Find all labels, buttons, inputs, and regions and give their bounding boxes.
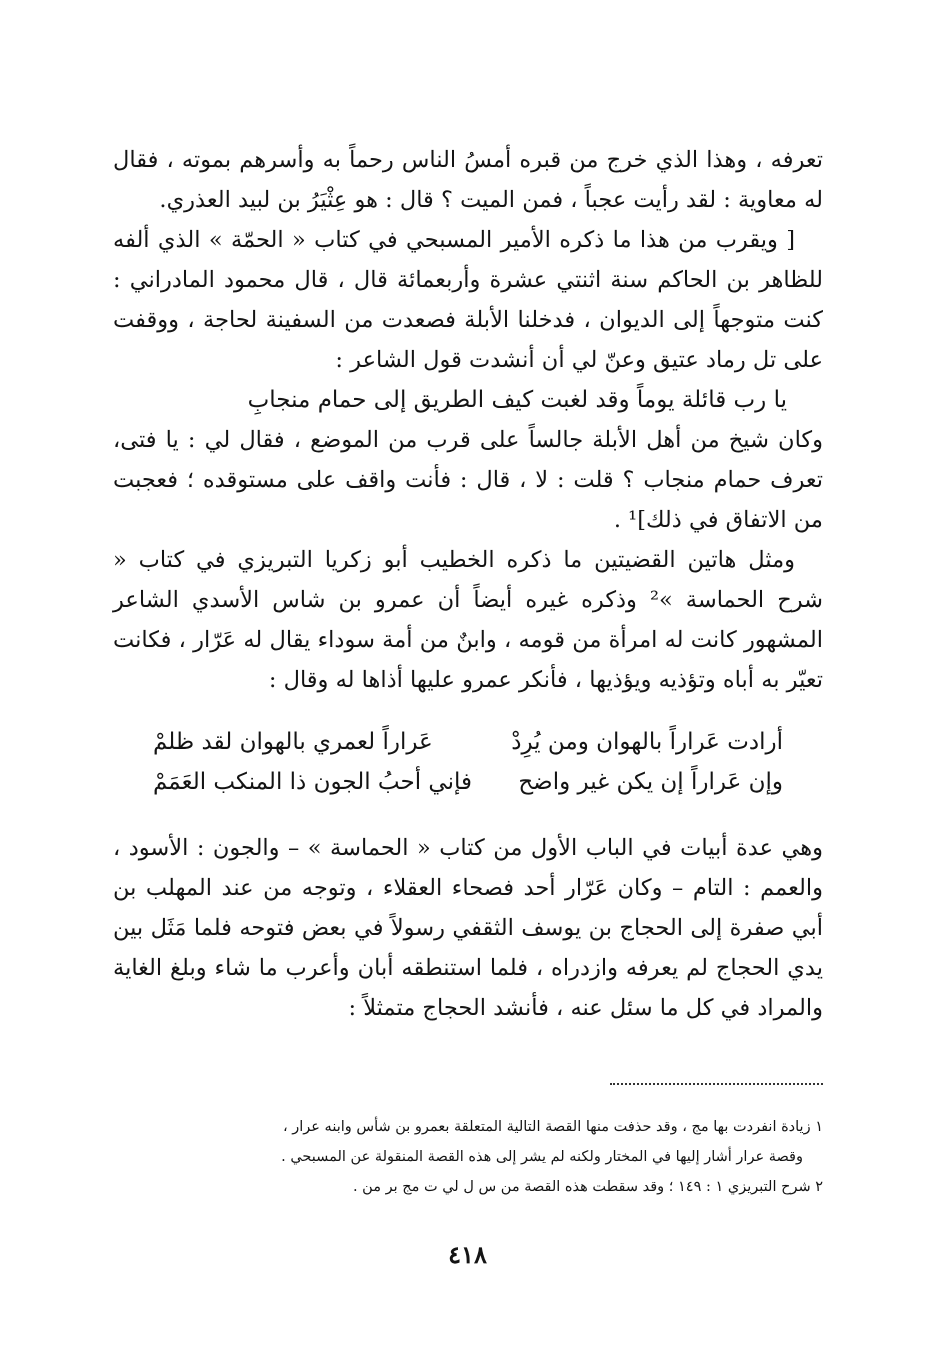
footnotes <box>113 1112 823 1202</box>
poem-couplet <box>113 722 823 802</box>
hemistich-2a: وإن عَراراً إن يكن غير واضح <box>518 769 783 795</box>
page-number: ٤١٨ <box>448 1240 487 1269</box>
footnote-1: ١ زيادة انفردت بها مج ، وقد حذفت منها القصة التالية المتعلقة بعمرو بن شأس وابنه عرار ، <box>282 1119 823 1135</box>
hemistich-1b: عَراراً لعمري بالهوان لقد ظلمْ <box>153 729 433 755</box>
verse-line: يا رب قائلة يوماً وقد لغبت كيف الطريق إلى حمام منجابِ <box>247 387 787 413</box>
footnote-1-continued: وقصة عرار أشار إليها في المختار ولكنه لم يشر إلى هذه القصة المنقولة عن المسبحي . <box>281 1149 803 1165</box>
footnote-divider <box>610 1083 823 1085</box>
paragraph-4: ومثل هاتين القضيتين ما ذكره الخطيب أبو زكريا التبريزي في كتاب « شرح الحماسة »² وذكره غيره أيضاً أن عمرو بن شاس الأسدي الشاعر المشهور كانت له امرأة من قومه ، وابنٌ من أمة سوداء يقال له عَرّار ، فكانت تعيّر به أباه وتؤذيه ويؤذيها ، فأنكر عمرو عليها أذاها له وقال : <box>113 547 823 693</box>
paragraph-1: تعرفه ، وهذا الذي خرج من قبره أمسُ الناس رحماً به وأسرهم بموته ، فقال له معاوية : لقد رأيت عجباً ، فمن الميت ؟ قال : هو عِثْيَرُ بن لبيد العذري. <box>113 147 823 213</box>
main-text <box>113 140 823 1028</box>
hemistich-2b: فإني أحبُ الجون ذا المنكب العَمَمْ <box>153 769 472 795</box>
hemistich-1a: أرادت عَراراً بالهوان ومن يُرِدْ <box>511 729 783 755</box>
footnote-2: ٢ شرح التبريزي ١ : ١٤٩ ؛ وقد سقطت هذه القصة من س ل لي ت مج بر من . <box>352 1179 823 1195</box>
paragraph-5: وهي عدة أبيات في الباب الأول من كتاب « الحماسة » – والجون : الأسود ، والعمم : التام – وكان عَرّار أحد فصحاء العقلاء ، وتوجه من عند المهلب بن أبي صفرة إلى الحجاج بن يوسف الثقفي رسولاً في بعض فتوحه فلما مَثَل بين يدي الحجاج لم يعرفه وازدراه ، فلما استنطقه أبان وأعرب ما شاء وبلغ الغاية والمراد في كل ما سئل عنه ، فأنشد الحجاج متمثلاً : <box>113 835 823 1021</box>
couplet-line-1 <box>153 722 783 762</box>
paragraph-2: [ ويقرب من هذا ما ذكره الأمير المسبحي في كتاب « الحمّة » الذي ألفه للظاهر بن الحاكم سنة اثنتي عشرة وأربعمائة قال ، قال محمود المادراني : كنت متوجهاً إلى الديوان ، فدخلنا الأبلة فصعدت من السفينة لحاجة ، ووقفت على تل رماد عتيق وعنّ لي أن أنشدت قول الشاعر : <box>113 227 823 373</box>
paragraph-3: وكان شيخ من أهل الأبلة جالساً على قرب من الموضع ، فقال لي : يا فتى، تعرف حمام منجاب ؟ قلت : لا ، قال : فأنت واقف على مستوقده ؛ فعجبت من الاتفاق في ذلك]¹ . <box>113 427 823 533</box>
couplet-line-2 <box>153 762 783 802</box>
